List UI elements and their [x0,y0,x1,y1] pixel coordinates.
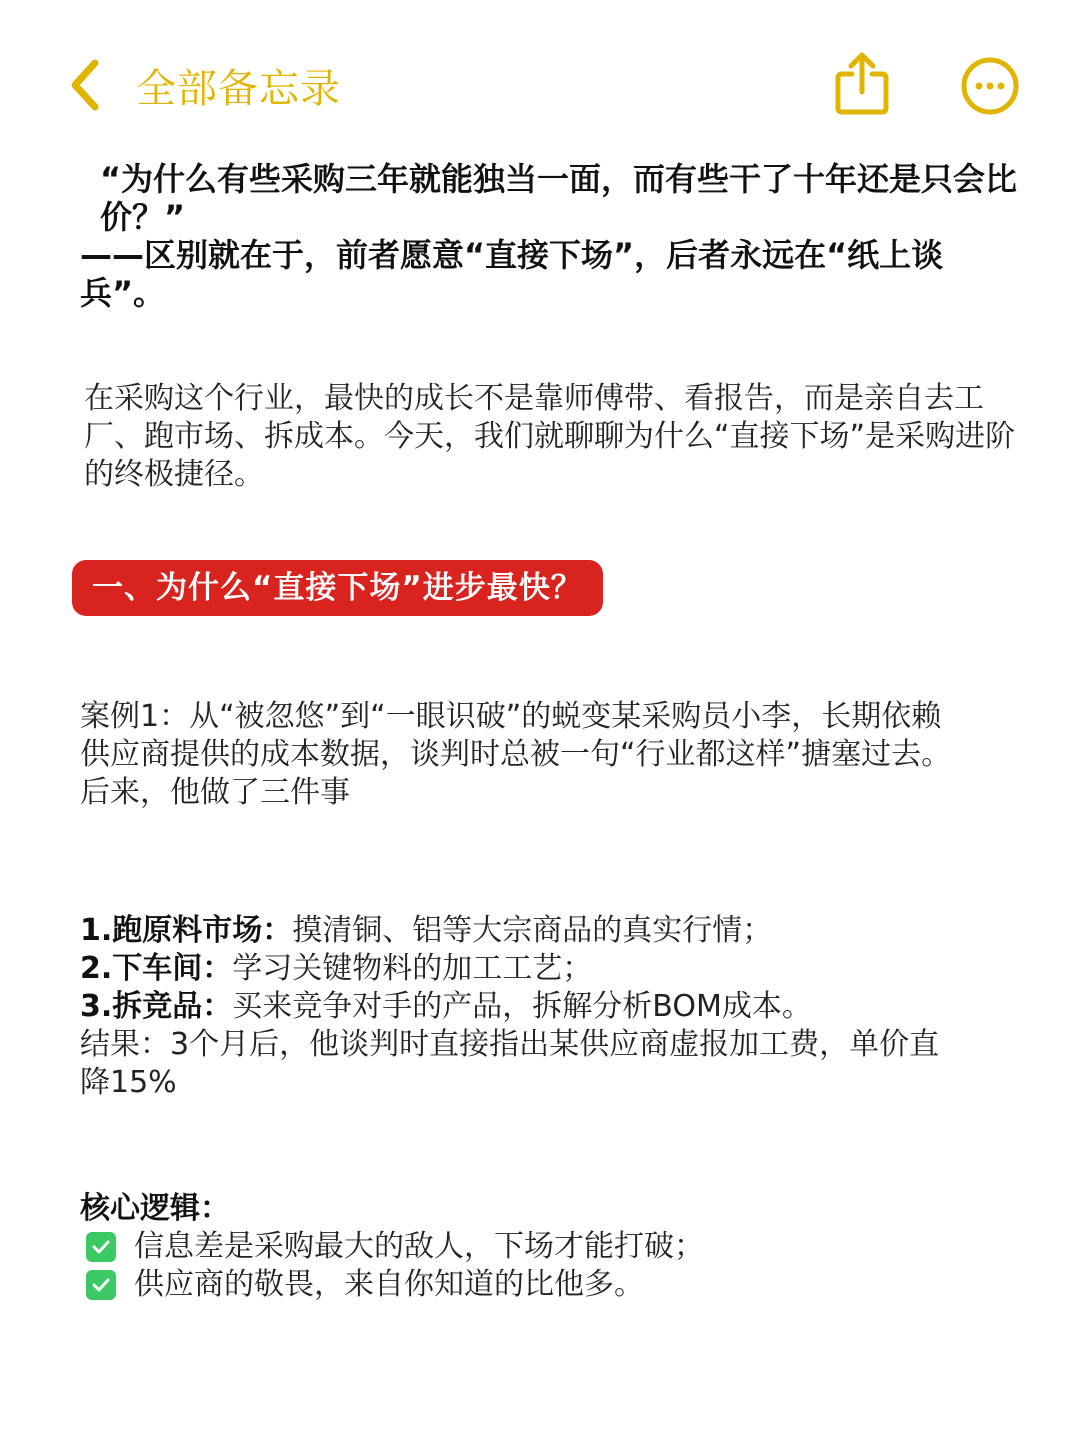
step-text: 买来竞争对手的产品，拆解分析BOM成本。 [232,989,812,1024]
quote-line-2: ——区别就在于，前者愿意“直接下场”，后者永远在“纸上谈兵”。 [80,236,944,312]
share-icon [832,101,892,120]
more-icon [960,101,1020,120]
opening-quote [80,160,1020,312]
step-text: 学习关键物料的加工工艺； [232,951,593,986]
step-label: 1.跑原料市场： [80,913,293,948]
checklist-text: 供应商的敬畏，来自你知道的比他多。 [134,1267,644,1302]
step-label: 3.拆竞品： [80,989,233,1024]
steps-list [80,912,940,1102]
result-text: 结果：3个月后，他谈判时直接指出某供应商虚报加工费，单价直降15% [80,1027,940,1100]
back-label: 全部备忘录 [136,65,341,112]
intro-paragraph: 在采购这个行业，最快的成长不是靠师傅带、看报告，而是亲自去工厂、跑市场、拆成本。今天，我们就聊聊为什么“直接下场”是采购进阶的终极捷径。 [84,381,1016,492]
more-button[interactable] [960,56,1020,116]
core-logic [80,1190,1020,1304]
checklist-text: 信息差是采购最大的敌人，下场才能打破； [134,1229,704,1264]
chevron-left-icon [70,59,100,111]
back-button[interactable] [70,50,341,120]
case-paragraph: 案例1：从“被忽悠”到“一眼识破”的蜕变某采购员小李，长期依赖供应商提供的成本数据，谈判时总被一句“行业都这样”搪塞过去。后来，他做了三件事 [80,699,952,810]
core-logic-title: 核心逻辑： [80,1191,230,1226]
check-icon [86,1270,116,1300]
note-body[interactable] [80,160,1020,1304]
check-icon [86,1232,116,1262]
step-item [80,912,940,950]
step-text: 摸清铜、铝等大宗商品的真实行情； [292,913,773,948]
step-item [80,988,940,1026]
checklist-item [80,1228,1020,1266]
share-button[interactable] [832,50,892,116]
step-label: 2.下车间： [80,951,233,986]
section-heading: 一、为什么“直接下场”进步最快？ [72,560,603,616]
nav-bar [0,0,1080,150]
checklist-item [80,1266,1020,1304]
step-item [80,950,940,988]
quote-line-1: “为什么有些采购三年就能独当一面，而有些干了十年还是只会比价？” [100,160,1018,236]
